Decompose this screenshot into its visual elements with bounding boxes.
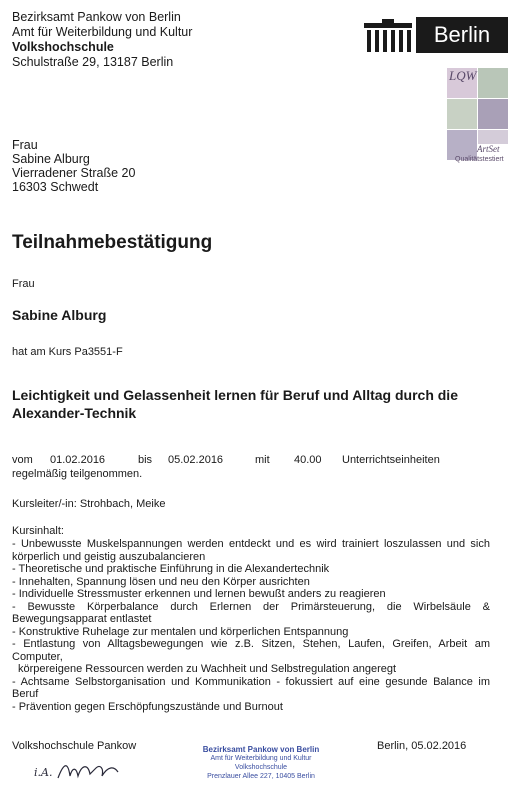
list-item: - Theoretische und praktische Einführung in die Alexandertechnik xyxy=(12,563,330,575)
from-label: vom xyxy=(12,454,33,466)
recipient-salutation: Frau xyxy=(12,138,38,152)
list-item: - Entlastung von Alltagsbewegungen wie z.B. Sitzen, Stehen, Laufen, Greifen, Arbeit am Computer, xyxy=(12,638,490,663)
stamp-line: Volkshochschule xyxy=(234,764,288,771)
list-item: - Innehalten, Spannung lösen und neu den Körper ausrichten xyxy=(12,575,310,588)
berlin-logo xyxy=(362,17,508,53)
recipient-street: Vierradener Straße 20 xyxy=(12,166,136,180)
quality-badge xyxy=(447,68,509,168)
list-item: - Prävention gegen Erschöpfungszustände und Burnout xyxy=(12,700,283,713)
badge-tile xyxy=(478,130,508,144)
sender-line-school: Volkshochschule xyxy=(12,40,114,54)
berlin-logo-text: Berlin xyxy=(416,17,508,53)
badge-tile xyxy=(478,68,508,98)
list-item: - Individuelle Stressmuster erkennen und lernen bewußt anders zu reagieren xyxy=(12,588,386,600)
badge-tile xyxy=(447,99,477,129)
course-title: Leichtigkeit und Gelassenheit lernen für Beruf und Alltag durch die Alexander-Technik xyxy=(12,387,458,421)
recipient-address xyxy=(12,138,135,194)
sender-line-office: Amt für Weiterbildung und Kultur xyxy=(12,25,193,39)
place-date: Berlin, 05.02.2016 xyxy=(377,740,467,752)
to-label: bis xyxy=(138,454,153,466)
list-item: körpereigene Ressourcen werden zu Wachheit und Selbstregulation angeregt xyxy=(18,663,397,675)
list-item: - Bewusste Körperbalance durch Erlernen der Primärsteuerung, die Wirbelsäule & Bewegungsapparat entlastet xyxy=(12,600,490,625)
course-content-list xyxy=(12,538,490,713)
sender-line-authority: Bezirksamt Pankow von Berlin xyxy=(12,10,181,24)
handwritten-signature xyxy=(34,758,124,784)
badge-artset-text: ArtSet xyxy=(477,144,500,154)
course-number-line: hat am Kurs Pa3551-F xyxy=(12,346,123,358)
units-label: Unterrichtseinheiten xyxy=(342,454,440,466)
document-title: Teilnahmebestätigung xyxy=(12,232,213,253)
recipient-city: 16303 Schwedt xyxy=(12,180,99,194)
instructor-line: Kursleiter/-in: Strohbach, Meike xyxy=(12,498,166,510)
list-item: - Unbewusste Muskelspannungen werden entdeckt und es wird trainiert loszulassen und sich körperlich und geistig auszubalancieren xyxy=(12,538,490,563)
signature-prefix: i.A. xyxy=(34,766,53,779)
course-content-heading: Kursinhalt: xyxy=(12,525,64,537)
to-date: 05.02.2016 xyxy=(168,454,224,466)
sender-line-street: Schulstraße 29, 13187 Berlin xyxy=(12,55,174,69)
participation-text: regelmäßig teilgenommen. xyxy=(12,468,143,480)
participant-name: Sabine Alburg xyxy=(12,307,107,323)
brandenburg-gate-icon xyxy=(362,19,414,53)
official-stamp xyxy=(186,745,336,781)
sender-address xyxy=(12,10,192,70)
units-value: 40.00 xyxy=(294,454,322,466)
from-date: 01.02.2016 xyxy=(50,454,106,466)
list-item: - Achtsame Selbstorganisation und Kommunikation - fokussiert auf eine gesunde Balance im Beruf xyxy=(12,675,490,700)
badge-tile xyxy=(478,99,508,129)
stamp-line: Amt für Weiterbildung und Kultur xyxy=(210,755,312,762)
badge-lqw-text: LQW xyxy=(449,68,477,83)
stamp-line: Prenzlauer Allee 227, 10405 Berlin xyxy=(207,773,315,780)
stamp-line: Bezirksamt Pankow von Berlin xyxy=(202,745,320,754)
issuer-signature-label: Volkshochschule Pankow xyxy=(12,740,137,752)
badge-certified-text: Qualitätstestiert xyxy=(455,156,504,163)
list-item: - Konstruktive Ruhelage zur mentalen und körperlichen Entspannung xyxy=(12,625,349,638)
participant-salutation: Frau xyxy=(12,278,35,290)
recipient-name: Sabine Alburg xyxy=(12,152,90,166)
with-label: mit xyxy=(255,454,270,466)
